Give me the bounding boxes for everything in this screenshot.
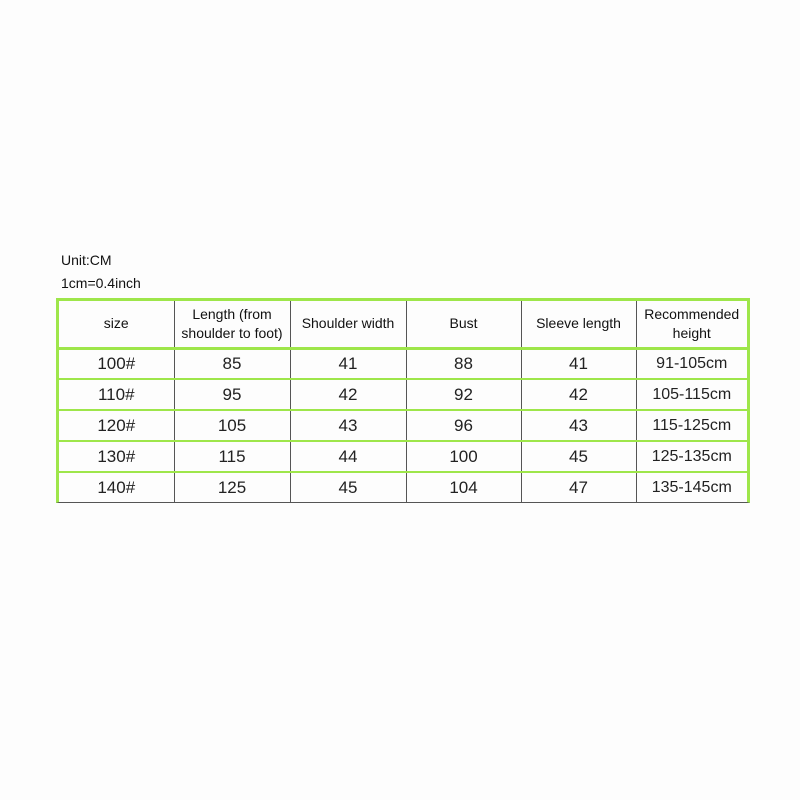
header-bust: Bust	[406, 301, 521, 348]
header-length: Length (from shoulder to foot)	[174, 301, 290, 348]
cell-recommended-height: 105-115cm	[636, 379, 747, 410]
header-size: size	[59, 301, 174, 348]
header-recommended-height: Recommended height	[636, 301, 747, 348]
cell-shoulder-width: 42	[290, 379, 406, 410]
cell-size: 140#	[59, 472, 174, 503]
cell-size: 120#	[59, 410, 174, 441]
header-row	[59, 301, 747, 348]
cell-recommended-height: 115-125cm	[636, 410, 747, 441]
table-row	[59, 441, 747, 472]
cell-sleeve-length: 43	[521, 410, 636, 441]
cell-sleeve-length: 47	[521, 472, 636, 503]
cell-recommended-height: 125-135cm	[636, 441, 747, 472]
cell-bust: 100	[406, 441, 521, 472]
unit-label: Unit:CM	[61, 252, 112, 268]
table-row	[59, 472, 747, 503]
conversion-label: 1cm=0.4inch	[61, 275, 141, 291]
cell-recommended-height: 91-105cm	[656, 354, 728, 372]
cell-length: 115	[174, 441, 290, 472]
header-sleeve-length: Sleeve length	[521, 301, 636, 348]
cell-size: 130#	[59, 441, 174, 472]
cell-shoulder-width: 44	[290, 441, 406, 472]
cell-bust: 88	[406, 348, 521, 379]
cell-size: 100#	[59, 348, 174, 379]
cell-bust: 96	[406, 410, 521, 441]
table-row	[59, 348, 747, 379]
cell-sleeve-length: 45	[521, 441, 636, 472]
cell-length: 95	[174, 379, 290, 410]
cell-shoulder-width: 41	[290, 348, 406, 379]
cell-sleeve-length: 41	[521, 348, 636, 379]
table-row	[59, 410, 747, 441]
size-notes	[61, 249, 141, 295]
cell-length: 105	[174, 410, 290, 441]
cell-bust: 92	[406, 379, 521, 410]
cell-length: 85	[174, 348, 290, 379]
cell-sleeve-length: 42	[521, 379, 636, 410]
table-row	[59, 379, 747, 410]
cell-shoulder-width: 45	[290, 472, 406, 503]
cell-size: 110#	[59, 379, 174, 410]
cell-bust: 104	[406, 472, 521, 503]
size-table	[59, 301, 747, 503]
header-shoulder-width: Shoulder width	[290, 301, 406, 348]
cell-length: 125	[174, 472, 290, 503]
size-chart	[56, 298, 750, 503]
cell-shoulder-width: 43	[290, 410, 406, 441]
cell-recommended-height: 135-145cm	[636, 472, 747, 503]
